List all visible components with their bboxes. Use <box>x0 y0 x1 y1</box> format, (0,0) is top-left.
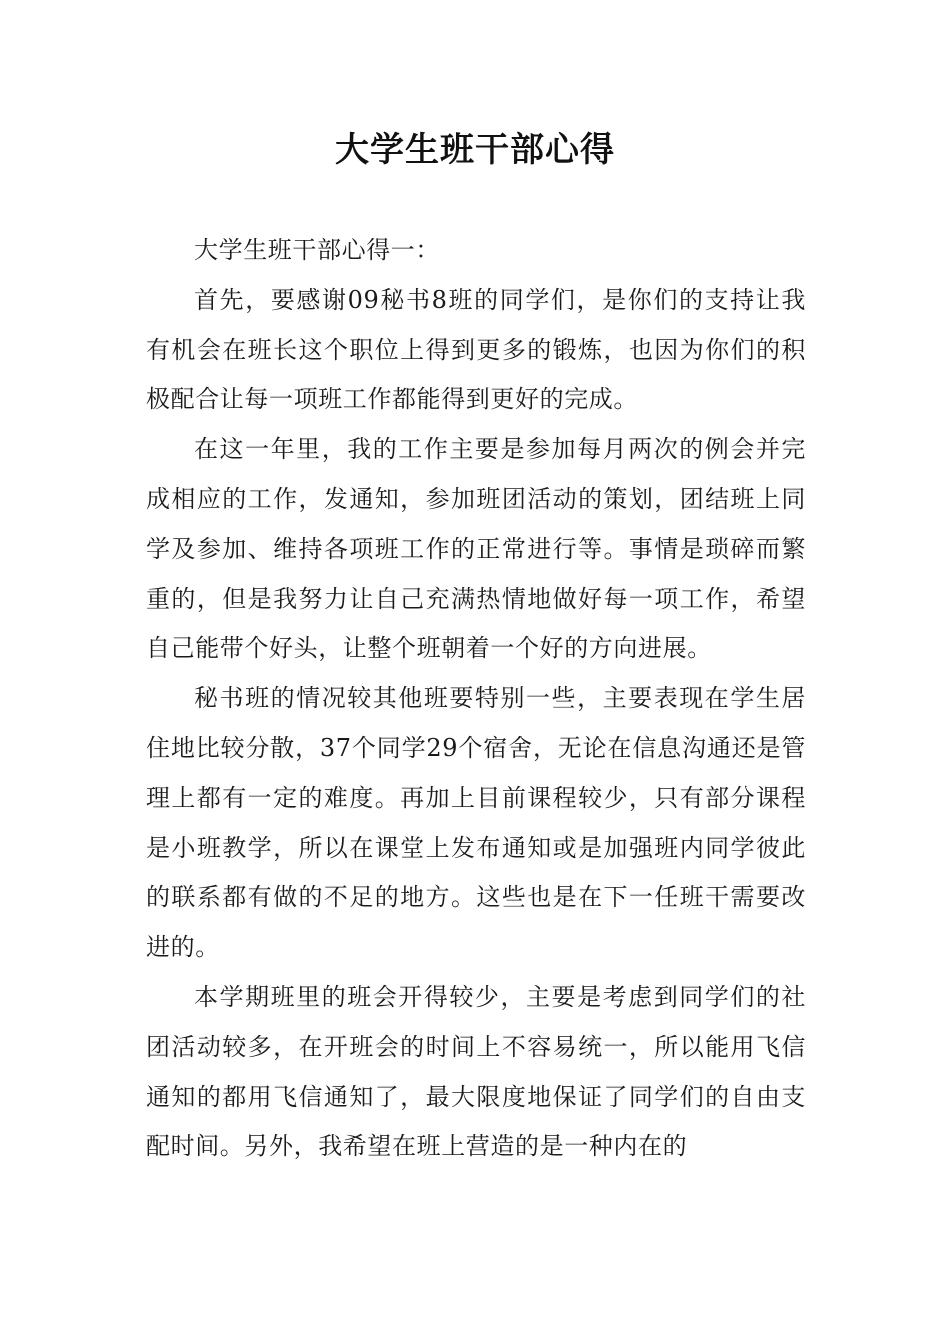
paragraph: 在这一年里，我的工作主要是参加每月两次的例会并完成相应的工作，发通知，参加班团活动的策划，团结班上同学及参加、维持各项班工作的正常进行等。事情是琐碎而繁重的，但是我努力让自己充满热情地做好每一项工作，希望自己能带个好头，让整个班朝着一个好的方向进展。 <box>146 435 806 663</box>
paragraph: 首先，要感谢09秘书8班的同学们，是你们的支持让我有机会在班长这个职位上得到更多的锻炼，也因为你们的积极配合让每一项班工作都能得到更好的完成。 <box>146 285 806 414</box>
document-body <box>146 226 806 1172</box>
paragraph: 秘书班的情况较其他班要特别一些，主要表现在学生居住地比较分散，37个同学29个宿舍，无论在信息沟通还是管理上都有一定的难度。再加上目前课程较少，只有部分课程是小班教学，所以在课堂上发布通知或是加强班内同学彼此的联系都有做的不足的地方。这些也是在下一任班干需要改进的。 <box>146 684 806 962</box>
document-title: 大学生班干部心得 <box>335 130 615 170</box>
paragraph: 本学期班里的班会开得较少，主要是考虑到同学们的社团活动较多，在开班会的时间上不容易统一，所以能用飞信通知的都用飞信通知了，最大限度地保证了同学们的自由支配时间。另外，我希望在班上营造的是一种内在的 <box>146 982 806 1161</box>
paragraph-heading: 大学生班干部心得一： <box>194 236 440 264</box>
